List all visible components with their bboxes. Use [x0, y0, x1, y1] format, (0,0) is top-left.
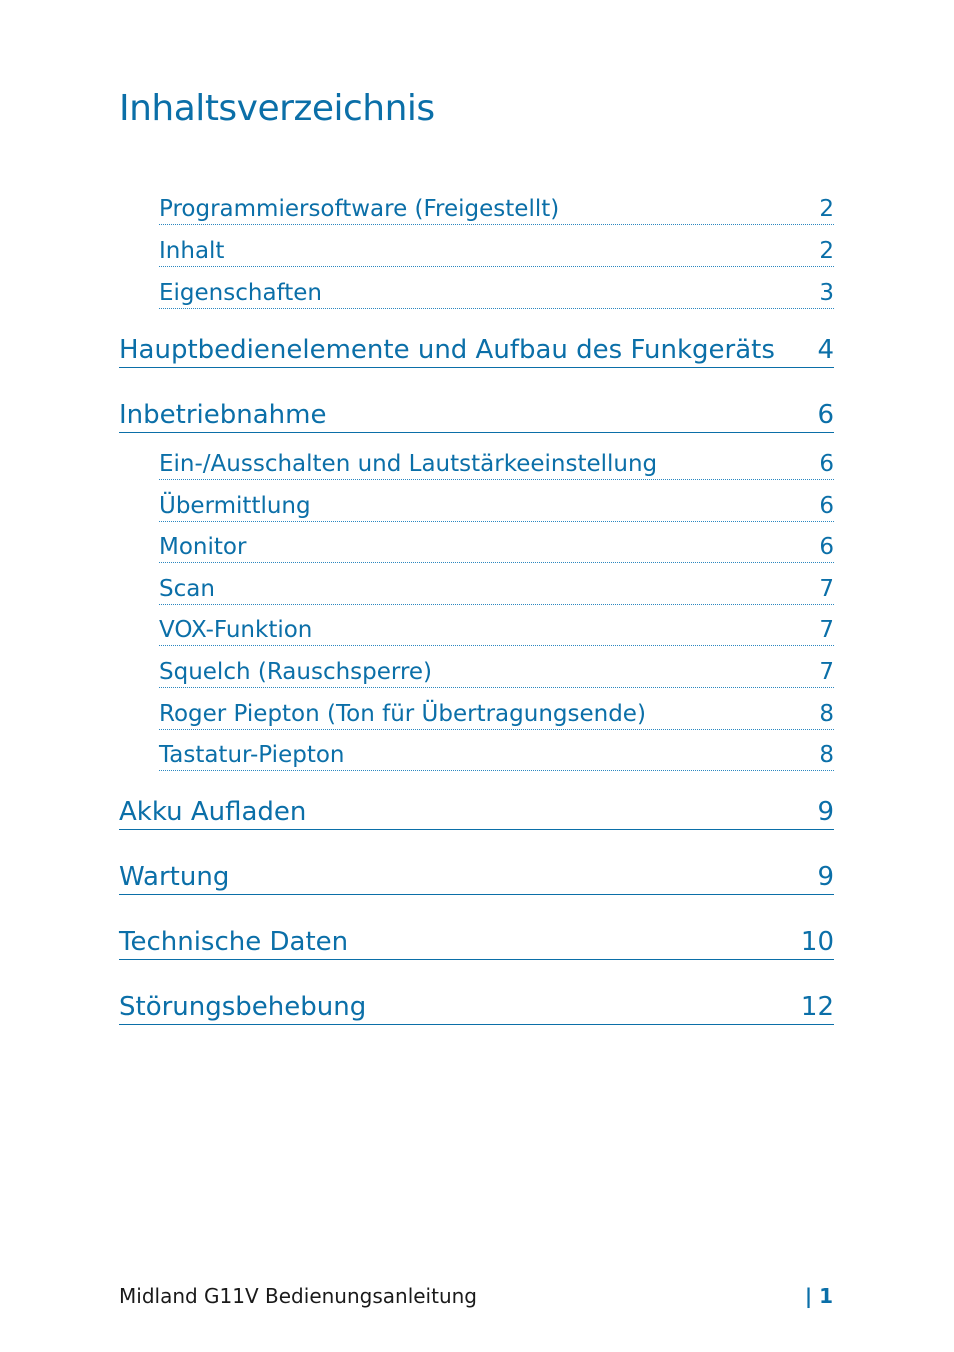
page-title: Inhaltsverzeichnis	[119, 88, 435, 129]
toc-entry-page: 8	[819, 701, 834, 727]
toc-entry-title: Monitor	[159, 534, 247, 560]
toc-entry-stoerungsbehebung[interactable]	[119, 989, 834, 1025]
toc-entry-page: 6	[819, 493, 834, 519]
toc-entry-page: 4	[817, 335, 834, 365]
footer-page-number: | 1	[804, 1284, 833, 1308]
toc-entry-title: Akku Aufladen	[119, 797, 307, 827]
toc-entry-page: 7	[819, 617, 834, 643]
toc-entry-title: Technische Daten	[119, 927, 349, 957]
toc-entry-title: Ein-/Ausschalten und Lautstärkeeinstellung	[159, 451, 658, 477]
toc-entry-page: 10	[800, 927, 834, 957]
toc-entry-title: Wartung	[119, 862, 230, 892]
toc-entry-title: Squelch (Rauschsperre)	[159, 659, 433, 685]
toc-entry-scan[interactable]	[159, 574, 834, 605]
toc-entry-eigenschaften[interactable]	[159, 278, 834, 309]
toc-entry-hauptbedienelemente[interactable]	[119, 332, 834, 368]
toc-entry-title: Roger Piepton (Ton für Übertragungsende)	[159, 701, 646, 727]
toc-entry-page: 7	[819, 659, 834, 685]
toc-entry-page: 2	[819, 196, 834, 222]
toc-entry-squelch[interactable]	[159, 657, 834, 688]
toc-entry-akku-aufladen[interactable]	[119, 794, 834, 830]
toc-entry-page: 9	[817, 862, 834, 892]
toc-entry-page: 9	[817, 797, 834, 827]
toc-entry-vox-funktion[interactable]	[159, 615, 834, 646]
toc-entry-page: 8	[819, 742, 834, 768]
toc-entry-title: Hauptbedienelemente und Aufbau des Funkgeräts	[119, 335, 775, 365]
toc-entry-technische-daten[interactable]	[119, 924, 834, 960]
toc-entry-title: Scan	[159, 576, 215, 602]
toc-entry-ein-ausschalten[interactable]	[159, 449, 834, 480]
toc-entry-title: Programmiersoftware (Freigestellt)	[159, 196, 560, 222]
toc-entry-programmiersoftware[interactable]	[159, 194, 834, 225]
toc-entry-page: 12	[800, 992, 834, 1022]
toc-entry-page: 7	[819, 576, 834, 602]
toc-entry-page: 6	[817, 400, 834, 430]
toc-entry-tastatur-piepton[interactable]	[159, 740, 834, 771]
toc-entry-uebermittlung[interactable]	[159, 491, 834, 522]
toc-entry-title: Eigenschaften	[159, 280, 322, 306]
toc-entry-title: Störungsbehebung	[119, 992, 367, 1022]
toc-entry-page: 3	[819, 280, 834, 306]
toc-entry-page: 6	[819, 534, 834, 560]
toc-entry-title: Tastatur-Piepton	[159, 742, 345, 768]
toc-entry-inbetriebnahme[interactable]	[119, 397, 834, 433]
toc-entry-title: Inbetriebnahme	[119, 400, 327, 430]
toc-entry-title: Inhalt	[159, 238, 225, 264]
toc-entry-inhalt[interactable]	[159, 236, 834, 267]
toc-entry-title: Übermittlung	[159, 493, 311, 519]
toc-entry-title: VOX-Funktion	[159, 617, 313, 643]
toc-entry-roger-piepton[interactable]	[159, 699, 834, 730]
toc-entry-monitor[interactable]	[159, 532, 834, 563]
toc-entry-wartung[interactable]	[119, 859, 834, 895]
toc-entry-page: 6	[819, 451, 834, 477]
toc-entry-page: 2	[819, 238, 834, 264]
footer-document-name: Midland G11V Bedienungsanleitung	[119, 1284, 477, 1308]
